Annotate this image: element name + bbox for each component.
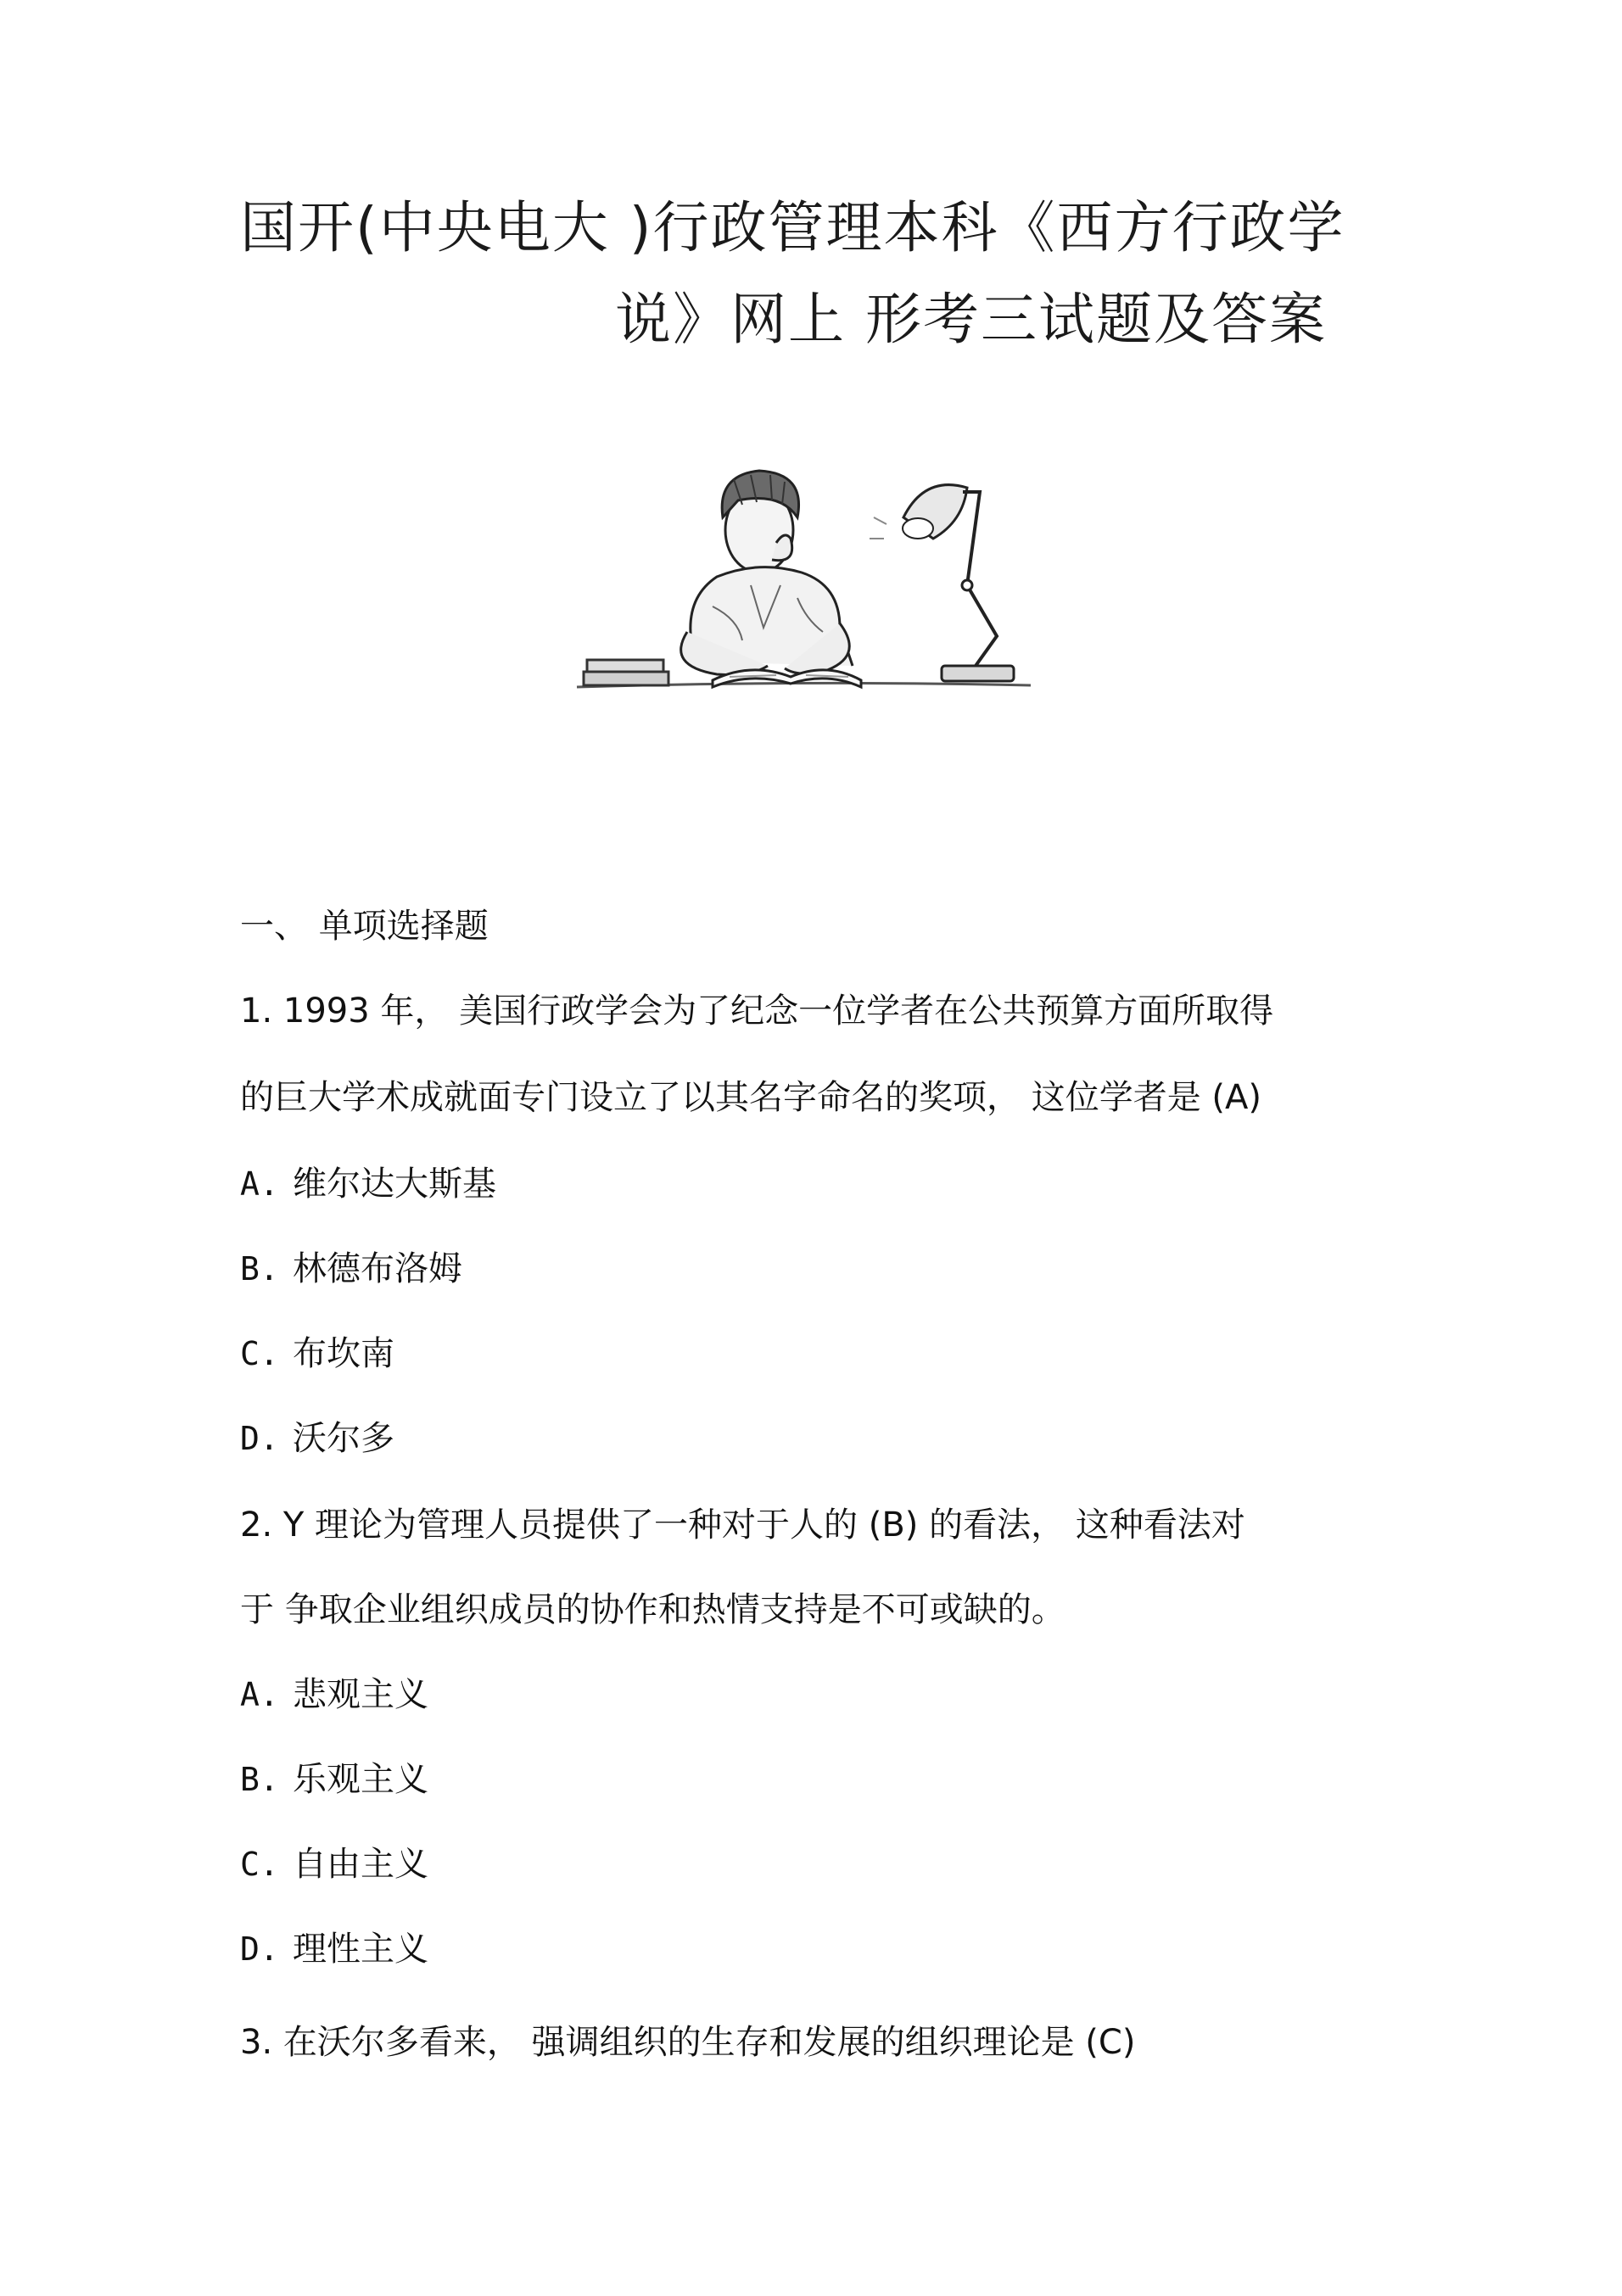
option-text: 悲观主义 [293, 1675, 428, 1714]
question-1-stem-line-1: 1. 1993 年， 美国行政学会为了纪念一位学者在公共预算方面所取得 [240, 992, 1274, 1031]
question-2-option-a [240, 1668, 428, 1716]
section-heading: 一、 单项选择题 [240, 907, 489, 946]
option-letter: A. [240, 1676, 279, 1713]
option-letter: D. [240, 1420, 279, 1457]
option-letter: B. [240, 1761, 279, 1798]
question-1-option-c [240, 1327, 394, 1375]
question-2-option-d [240, 1922, 428, 1970]
question-2-option-c [240, 1837, 428, 1885]
option-letter: C. [240, 1335, 279, 1372]
option-letter: C. [240, 1846, 279, 1883]
question-1-option-a [240, 1157, 496, 1205]
question-3-stem-line-1: 3. 在沃尔多看来， 强调组织的生存和发展的组织理论是 (C) [240, 2023, 1136, 2062]
question-1-option-b [240, 1242, 462, 1290]
option-letter: A. [240, 1165, 279, 1203]
question-1-option-d [240, 1411, 394, 1460]
question-2-stem-line-1: 2. Y 理论为管理人员提供了一种对于人的 (B) 的看法， 这种看法对 [240, 1506, 1245, 1545]
student-reading-illustration [568, 458, 1043, 712]
option-text: 自由主义 [293, 1845, 428, 1884]
option-text: 乐观主义 [293, 1760, 428, 1799]
option-letter: B. [240, 1250, 279, 1288]
question-2-option-b [240, 1752, 428, 1801]
option-letter: D. [240, 1930, 279, 1968]
question-2-stem-line-2: 于 争取企业组织成员的协作和热情支持是不可或缺的。 [240, 1590, 1065, 1629]
document-title-line-1: 国开(中央电大 )行政管理本科《西方行政学 [240, 195, 1345, 260]
document-title-line-2: 说》网上 形考三试题及答案 [615, 287, 1327, 352]
option-text: 林德布洛姆 [293, 1249, 462, 1288]
option-text: 理性主义 [293, 1930, 428, 1969]
option-text: 布坎南 [293, 1334, 394, 1373]
question-1-stem-line-2: 的巨大学术成就面专门设立了以其名字命名的奖项， 这位学者是 (A) [240, 1078, 1262, 1117]
option-text: 沃尔多 [293, 1419, 394, 1458]
option-text: 维尔达大斯基 [293, 1165, 496, 1204]
